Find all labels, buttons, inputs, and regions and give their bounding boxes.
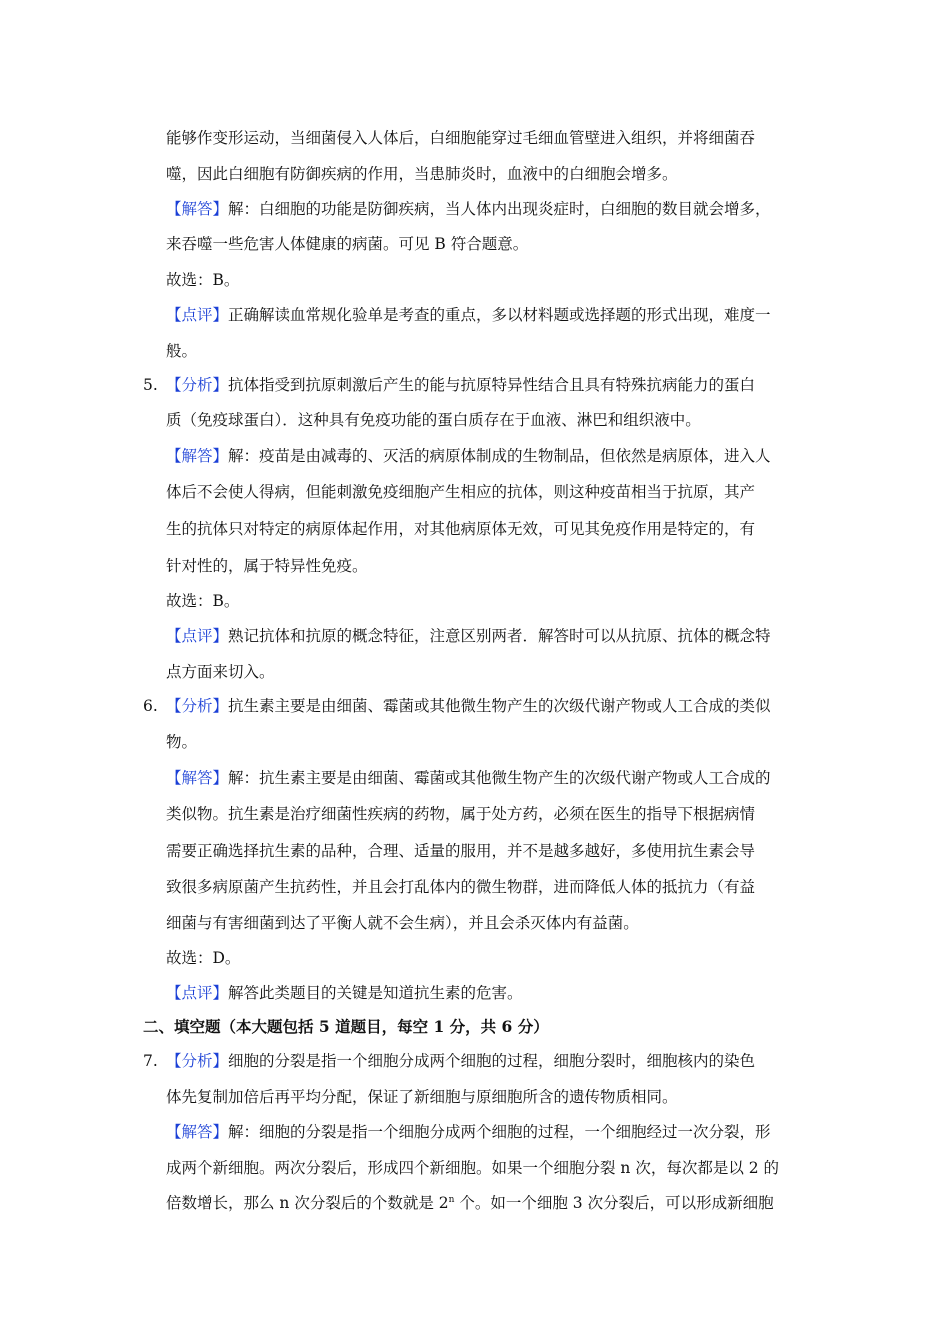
q6-number: 6. bbox=[143, 697, 158, 715]
q5-choice: 故选：B。 bbox=[166, 592, 240, 610]
q4-answer-line: 来吞噬一些危害人体健康的病菌。可见 B 符合题意。 bbox=[166, 235, 529, 253]
q6-analysis-line: 物。 bbox=[166, 733, 198, 751]
q5-answer-line: 生的抗体只对特定的病原体起作用，对其他病原体无效，可见其免疫作用是特定的，有 bbox=[166, 520, 756, 538]
q6-choice: 故选：D。 bbox=[166, 949, 241, 967]
q4-comment-line: 【点评】正确解读血常规化验单是考查的重点，多以材料题或选择题的形式出现，难度一 bbox=[166, 306, 771, 324]
exponent: n bbox=[448, 1195, 455, 1205]
q7-answer-line: 成两个新细胞。两次分裂后，形成四个新细胞。如果一个细胞分裂 n 次，每次都是以 2 的 bbox=[166, 1159, 780, 1177]
comment-tag: 【点评】 bbox=[166, 306, 229, 324]
answer-tag: 【解答】 bbox=[166, 200, 229, 218]
q7-number: 7. bbox=[143, 1052, 158, 1070]
q7-analysis-line: 【分析】细胞的分裂是指一个细胞分成两个细胞的过程，细胞分裂时，细胞核内的染色 bbox=[166, 1052, 756, 1070]
q6-comment-line: 【点评】解答此类题目的关键是知道抗生素的危害。 bbox=[166, 984, 523, 1002]
analysis-tag: 【分析】 bbox=[166, 1052, 229, 1070]
q4-answer-line: 【解答】解：白细胞的功能是防御疾病，当人体内出现炎症时，白细胞的数目就会增多， bbox=[166, 200, 771, 218]
answer-tag: 【解答】 bbox=[166, 769, 229, 787]
answer-tag: 【解答】 bbox=[166, 1123, 229, 1141]
q5-answer-line: 针对性的，属于特异性免疫。 bbox=[166, 557, 368, 575]
answer-tag: 【解答】 bbox=[166, 447, 229, 465]
q6-answer-line: 需要正确选择抗生素的品种，合理、适量的服用，并不是越多越好，多使用抗生素会导 bbox=[166, 842, 756, 860]
comment-tag: 【点评】 bbox=[166, 984, 229, 1002]
q4-analysis-line: 能够作变形运动，当细菌侵入人体后，白细胞能穿过毛细血管壁进入组织，并将细菌吞 bbox=[166, 129, 756, 147]
q5-answer-line: 【解答】解：疫苗是由减毒的、灭活的病原体制成的生物制品，但依然是病原体，进入人 bbox=[166, 447, 771, 465]
q7-answer-line: 【解答】解：细胞的分裂是指一个细胞分成两个细胞的过程，一个细胞经过一次分裂，形 bbox=[166, 1123, 771, 1141]
q6-analysis-line: 【分析】抗生素主要是由细菌、霉菌或其他微生物产生的次级代谢产物或人工合成的类似 bbox=[166, 697, 771, 715]
analysis-tag: 【分析】 bbox=[166, 376, 229, 394]
q5-analysis-line: 质（免疫球蛋白）．这种具有免疫功能的蛋白质存在于血液、淋巴和组织液中。 bbox=[166, 411, 701, 429]
q4-choice: 故选：B。 bbox=[166, 271, 240, 289]
q6-answer-line: 细菌与有害细菌到达了平衡人就不会生病），并且会杀灭体内有益菌。 bbox=[166, 914, 639, 932]
q5-comment-line: 点方面来切入。 bbox=[166, 663, 275, 681]
q5-comment-line: 【点评】熟记抗体和抗原的概念特征，注意区别两者．解答时可以从抗原、抗体的概念特 bbox=[166, 627, 771, 645]
q7-answer-line: 倍数增长，那么 n 次分裂后的个数就是 2$^n$ 个。如一个细胞 3 次分裂后，可以形成新细胞 bbox=[166, 1194, 774, 1212]
q4-analysis-line: 噬，因此白细胞有防御疾病的作用，当患肺炎时，血液中的白细胞会增多。 bbox=[166, 165, 678, 183]
q5-analysis-line: 【分析】抗体指受到抗原刺激后产生的能与抗原特异性结合且具有特殊抗病能力的蛋白 bbox=[166, 376, 756, 394]
analysis-tag: 【分析】 bbox=[166, 697, 229, 715]
q7-analysis-line: 体先复制加倍后再平均分配，保证了新细胞与原细胞所含的遗传物质相同。 bbox=[166, 1088, 678, 1106]
q6-answer-line: 类似物。抗生素是治疗细菌性疾病的药物，属于处方药，必须在医生的指导下根据病情 bbox=[166, 805, 756, 823]
q6-answer-line: 【解答】解：抗生素主要是由细菌、霉菌或其他微生物产生的次级代谢产物或人工合成的 bbox=[166, 769, 771, 787]
q4-comment-line: 般。 bbox=[166, 342, 198, 360]
section-heading: 二、填空题（本大题包括 5 道题目，每空 1 分，共 6 分） bbox=[143, 1017, 549, 1036]
comment-tag: 【点评】 bbox=[166, 627, 229, 645]
q5-number: 5. bbox=[143, 376, 158, 394]
q6-answer-line: 致很多病原菌产生抗药性，并且会打乱体内的微生物群，进而降低人体的抵抗力（有益 bbox=[166, 878, 756, 896]
q5-answer-line: 体后不会使人得病，但能刺激免疫细胞产生相应的抗体，则这种疫苗相当于抗原，其产 bbox=[166, 483, 756, 501]
